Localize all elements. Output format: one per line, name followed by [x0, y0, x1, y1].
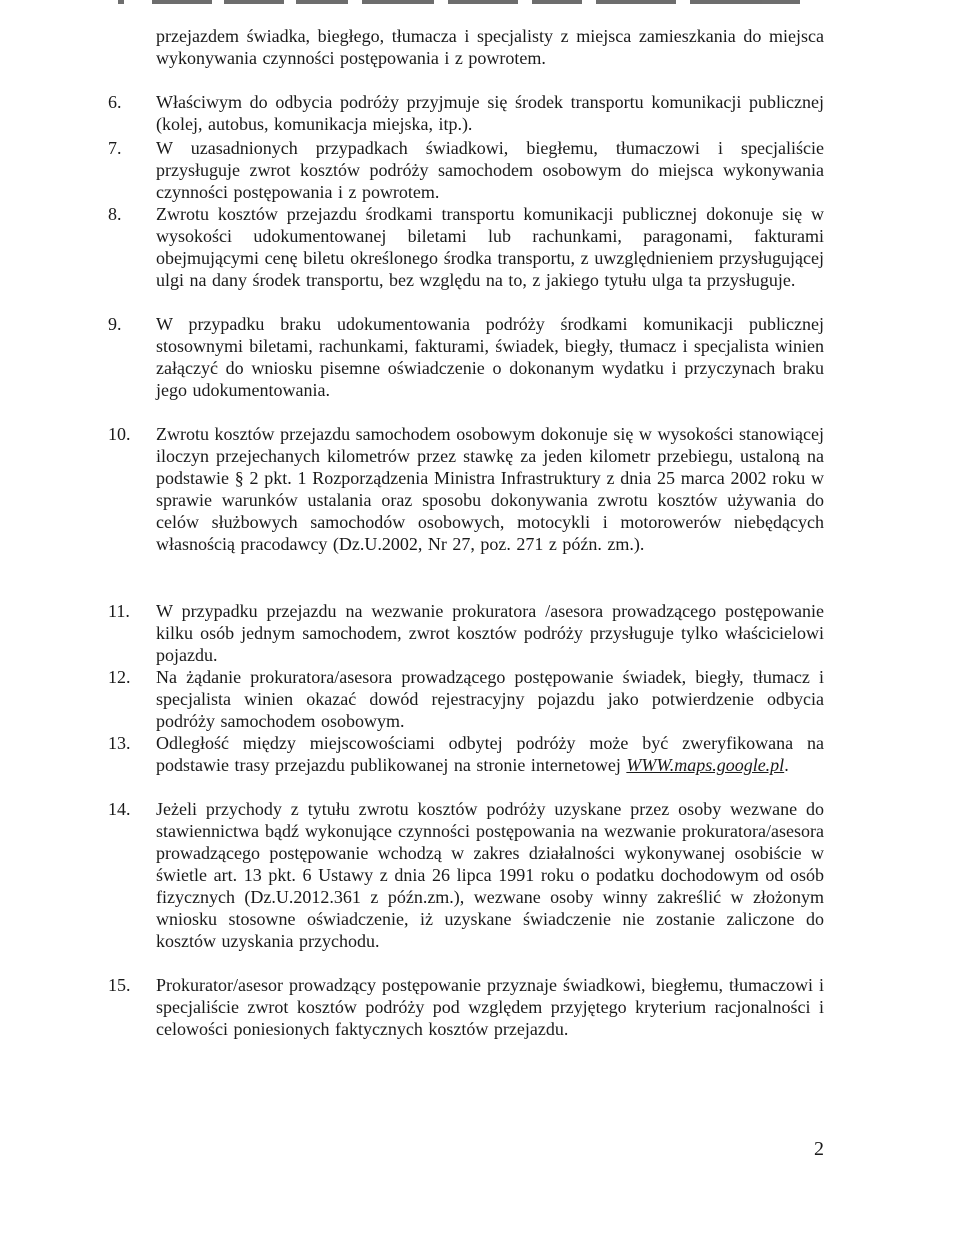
item-text-end: .	[784, 755, 789, 775]
item-number: 13.	[108, 733, 131, 753]
item-text: Jeżeli przychody z tytułu zwrotu kosztów podróży uzyskane przez osoby wezwane do stawiennictwa bądź wykonujące czynności postępowania na wezwanie prokuratora/asesora prowadzącego postępowanie wchodzą w zakres działalności wykonywanej osobiście w świetle art. 13 pkt. 6 Ustawy z dnia 26 lipca 1991 roku o podatku dochodowym od osób fizycznych (Dz.U.2012.361 z późn.zm.), wezwane osoby winny zakreślić w złożonym wniosku stosowne oświadczenie, iż uzyskane świadczenie nie zostanie zaliczone do kosztów uzyskania przychodu.	[156, 799, 824, 951]
page-number: 2	[814, 1138, 824, 1160]
list-item	[108, 732, 824, 776]
item-number: 8.	[108, 204, 122, 224]
list-item	[108, 91, 824, 135]
item-text	[156, 732, 824, 776]
item-text: Prokurator/asesor prowadzący postępowanie przyznaje świadkowi, biegłemu, tłumaczowi i specjaliście zwrot kosztów podróży pod względem przyjętego kryterium racjonalności i celowości poniesionych faktycznych kosztów przejazdu.	[156, 975, 824, 1039]
item-number: 7.	[108, 138, 122, 158]
item-number: 14.	[108, 799, 131, 819]
item-number: 12.	[108, 667, 131, 687]
item-text: Zwrotu kosztów przejazdu samochodem osobowym dokonuje się w wysokości stanowiącej iloczyn przejechanych kilometrów przez stawkę za jeden kilometr przebiegu, ustaloną na podstawie § 2 pkt. 1 Rozporządzenia Ministra Infrastruktury z dnia 25 marca 2002 roku w sprawie warunków ustalania oraz sposobu dokonywania zwrotu kosztów używania do celów służbowych samochodów osobowych, motocykli i motorowerów niebędących własnością pracodawcy (Dz.U.2002, Nr 27, poz. 271 z późn. zm.).	[156, 424, 824, 554]
list-item	[108, 313, 824, 401]
item-text: W uzasadnionych przypadkach świadkowi, biegłemu, tłumaczowi i specjaliście przysługuje zwrot kosztów podróży samochodem osobowym do miejsca wykonywania czynności postępowania i z powrotem.	[156, 138, 824, 202]
cut-off-text-fragment	[118, 0, 828, 8]
item-number: 10.	[108, 424, 131, 444]
item-text: Zwrotu kosztów przejazdu środkami transportu komunikacji publicznej dokonuje się w wysokości udokumentowanej biletami lub rachunkami, paragonami, fakturami obejmującymi cenę biletu określonego środka transportu, z uwzględnieniem przysługującej ulgi na dany środek transportu, bez względu na to, z jakiego tytułu ulga ta przysługuje.	[156, 204, 824, 290]
item-text: przejazdem świadka, biegłego, tłumacza i specjalisty z miejsca zamieszkania do miejsca wykonywania czynności postępowania i z powrotem.	[156, 26, 824, 68]
list-item	[108, 974, 824, 1040]
item-number: 15.	[108, 975, 131, 995]
list-item	[108, 423, 824, 555]
list-item	[108, 25, 824, 69]
item-text: W przypadku braku udokumentowania podróży środkami komunikacji publicznej stosownymi biletami, rachunkami, fakturami, świadek, biegły, tłumacz i specjalista winien załączyć do wniosku pisemne oświadczenie o dokonanym wydatku i przyczynach braku jego udokumentowania.	[156, 314, 824, 400]
list-item	[108, 203, 824, 291]
item-number: 9.	[108, 314, 122, 334]
item-text: W przypadku przejazdu na wezwanie prokuratora /asesora prowadzącego postępowanie kilku osób jednym samochodem, zwrot kosztów podróży przysługuje tylko właścicielowi pojazdu.	[156, 601, 824, 665]
item-text-main: Odległość między miejscowościami odbytej podróży może być zweryfikowana na podstawie trasy przejazdu publikowanej na stronie internetowej	[156, 733, 824, 775]
item-text: Właściwym do odbycia podróży przyjmuje się środek transportu komunikacji publicznej (kolej, autobus, komunikacja miejska, itp.).	[156, 92, 824, 134]
item-number: 6.	[108, 92, 122, 112]
maps-link[interactable]: WWW.maps.google.pl	[626, 755, 785, 775]
item-number: 11.	[108, 601, 130, 621]
cut-off-top-line	[118, 0, 828, 8]
list-item	[108, 666, 824, 732]
list-item	[108, 798, 824, 952]
item-text: Na żądanie prokuratora/asesora prowadzącego postępowanie świadek, biegły, tłumacz i specjalista winien okazać dowód rejestracyjny pojazdu jako potwierdzenie odbycia podróży samochodem osobowym.	[156, 667, 824, 731]
list-item	[108, 137, 824, 203]
list-item	[108, 600, 824, 666]
